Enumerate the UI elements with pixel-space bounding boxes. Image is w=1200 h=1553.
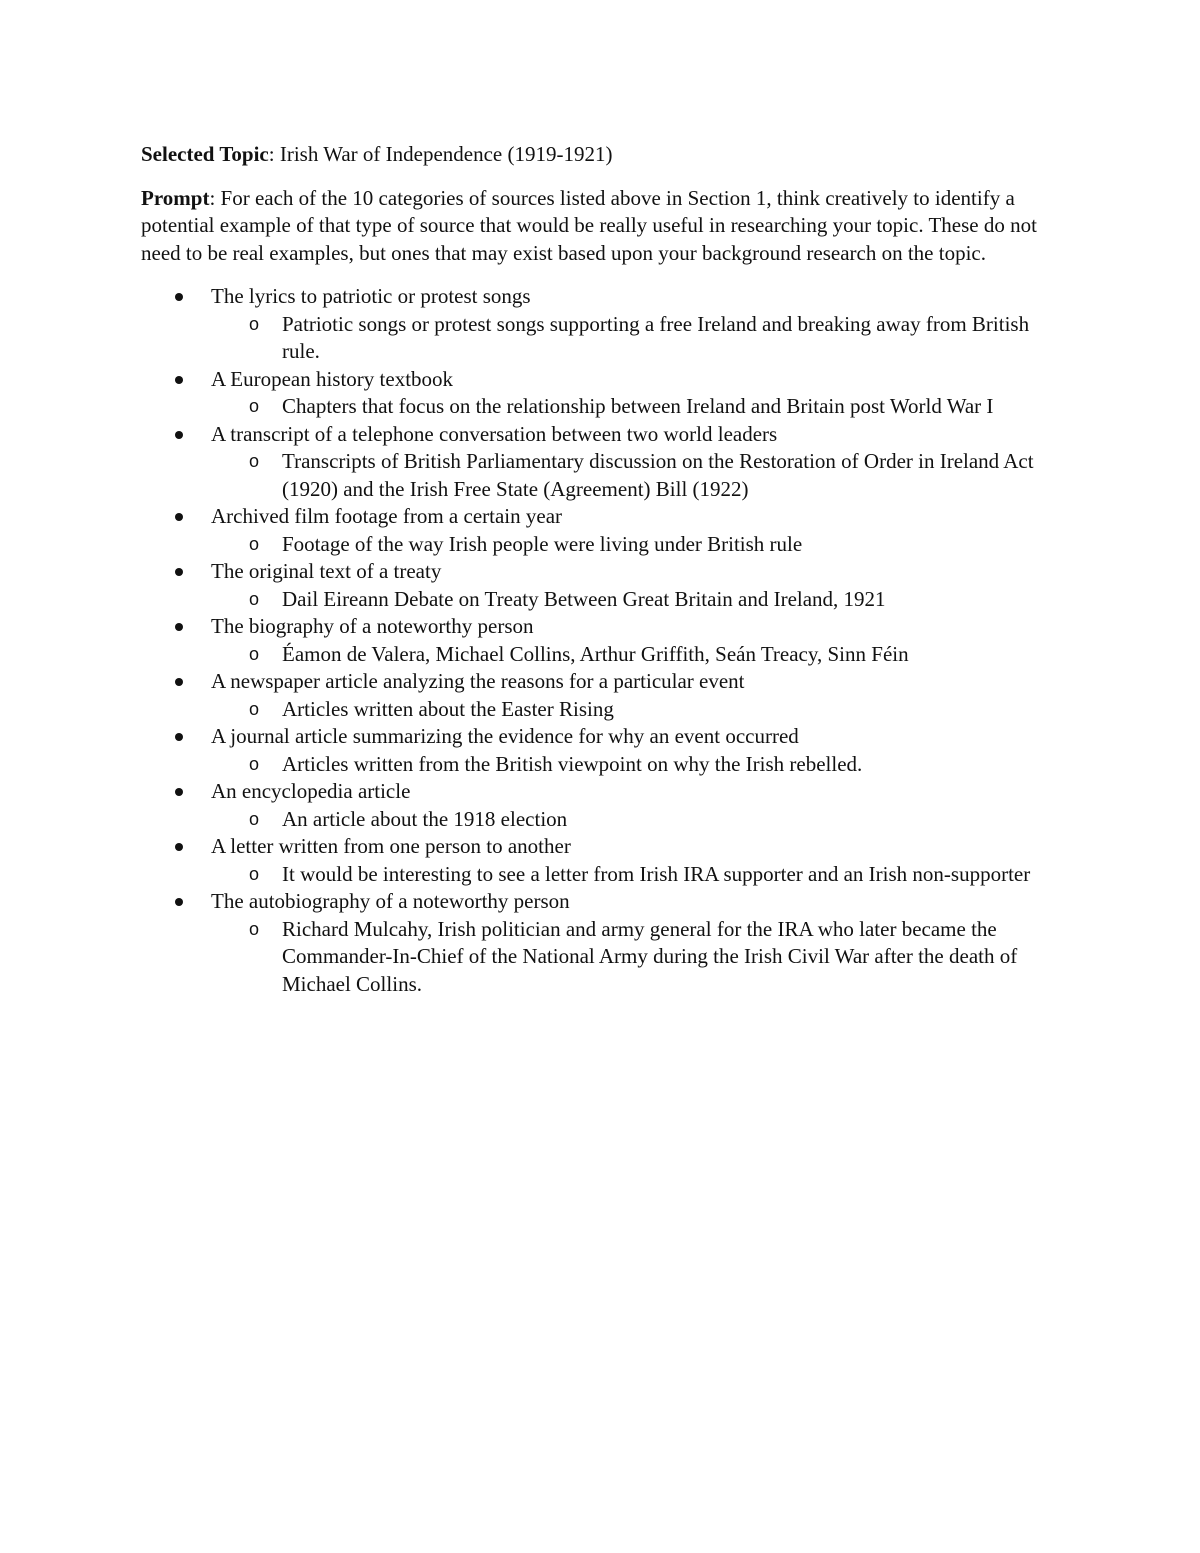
list-item [141,613,1061,668]
circle-bullet-icon: o [249,451,260,471]
bullet-icon [175,431,183,439]
source-example [211,861,1061,889]
source-example [211,586,1061,614]
bullet-icon [175,513,183,521]
prompt-label: Prompt [141,185,210,210]
source-category-label: The original text of a treaty [211,559,442,583]
source-example-text: Patriotic songs or protest songs supporting a free Ireland and breaking away from British rule. [282,311,1030,363]
prompt-paragraph [141,185,1061,268]
source-example-text: Articles written about the Easter Rising [282,696,614,721]
list-item [141,778,1061,833]
selected-topic-text: : Irish War of Independence (1919-1921) [268,142,613,166]
bullet-icon [175,898,183,906]
source-example-text: Transcripts of British Parliamentary discussion on the Restoration of Order in Ireland Act (1920) and the Irish Free State (Agreement) Bill (1922) [282,449,1034,501]
bullet-icon [175,293,183,301]
source-example-text: Dail Eireann Debate on Treaty Between Great Britain and Ireland, 1921 [282,586,886,611]
circle-bullet-icon: o [249,396,260,416]
source-example-text: Articles written from the British viewpoint on why the Irish rebelled. [282,751,863,776]
circle-bullet-icon: o [249,698,260,719]
source-category-label: The lyrics to patriotic or protest songs [211,284,531,308]
circle-bullet-icon: o [249,643,260,664]
bullet-icon [175,678,183,686]
bullet-icon [175,568,183,576]
bullet-icon [175,843,183,851]
bullet-icon [175,733,183,741]
source-example-text: Éamon de Valera, Michael Collins, Arthur Griffith, Seán Treacy, Sinn Féin [282,641,909,666]
list-item [141,503,1061,558]
source-example [211,806,1061,834]
source-example [211,916,1061,999]
source-category-label: A European history textbook [211,366,454,391]
list-item [141,888,1061,998]
source-category-label: A newspaper article analyzing the reasons for a particular event [211,669,745,693]
source-example [211,696,1061,724]
selected-topic-label: Selected Topic [141,142,269,166]
source-category-label: The autobiography of a noteworthy person [211,889,570,913]
circle-bullet-icon: o [249,313,260,334]
source-example [211,641,1061,669]
source-example [211,448,1061,503]
list-item [141,421,1061,504]
list-item [141,558,1061,613]
source-example-text: An article about the 1918 election [282,806,568,831]
source-category-label: A transcript of a telephone conversation between two world leaders [211,421,778,446]
source-example [211,393,1061,421]
source-example [211,751,1061,779]
source-example [211,311,1061,366]
list-item [141,283,1061,366]
circle-bullet-icon: o [249,753,260,774]
list-item [141,366,1061,421]
source-category-label: An encyclopedia article [211,779,411,803]
source-example-text: Chapters that focus on the relationship between Ireland and Britain post World War I [282,394,994,418]
source-category-label: The biography of a noteworthy person [211,614,534,638]
selected-topic-paragraph [141,141,1061,169]
source-category-label: Archived film footage from a certain year [211,504,563,528]
list-item [141,833,1061,888]
list-item [141,723,1061,778]
circle-bullet-icon: o [249,533,260,554]
source-example-text: Footage of the way Irish people were living under British rule [282,531,803,556]
bullet-icon [175,376,183,384]
source-category-label: A letter written from one person to another [211,834,571,858]
circle-bullet-icon: o [249,588,260,609]
circle-bullet-icon: o [249,918,260,939]
source-example-text: Richard Mulcahy, Irish politician and army general for the IRA who later became the Commander-In-Chief of the National Army during the Irish Civil War after the death of Michael Collins. [282,916,1018,996]
list-item [141,668,1061,723]
bullet-icon [175,623,183,631]
document-page [141,141,1061,998]
source-example [211,531,1061,559]
source-category-list [141,283,1061,998]
source-category-label: A journal article summarizing the evidence for why an event occurred [211,724,799,748]
bullet-icon [175,788,183,796]
circle-bullet-icon: o [249,863,260,884]
source-example-text: It would be interesting to see a letter from Irish IRA supporter and an Irish non-supporter [282,861,1031,886]
circle-bullet-icon: o [249,808,260,829]
prompt-text: : For each of the 10 categories of sources listed above in Section 1, think creatively to identify a potential example of that type of source that would be really useful in researching your topic. These do not need to be real examples, but ones that may exist based upon your background research on the topic. [141,185,1037,265]
